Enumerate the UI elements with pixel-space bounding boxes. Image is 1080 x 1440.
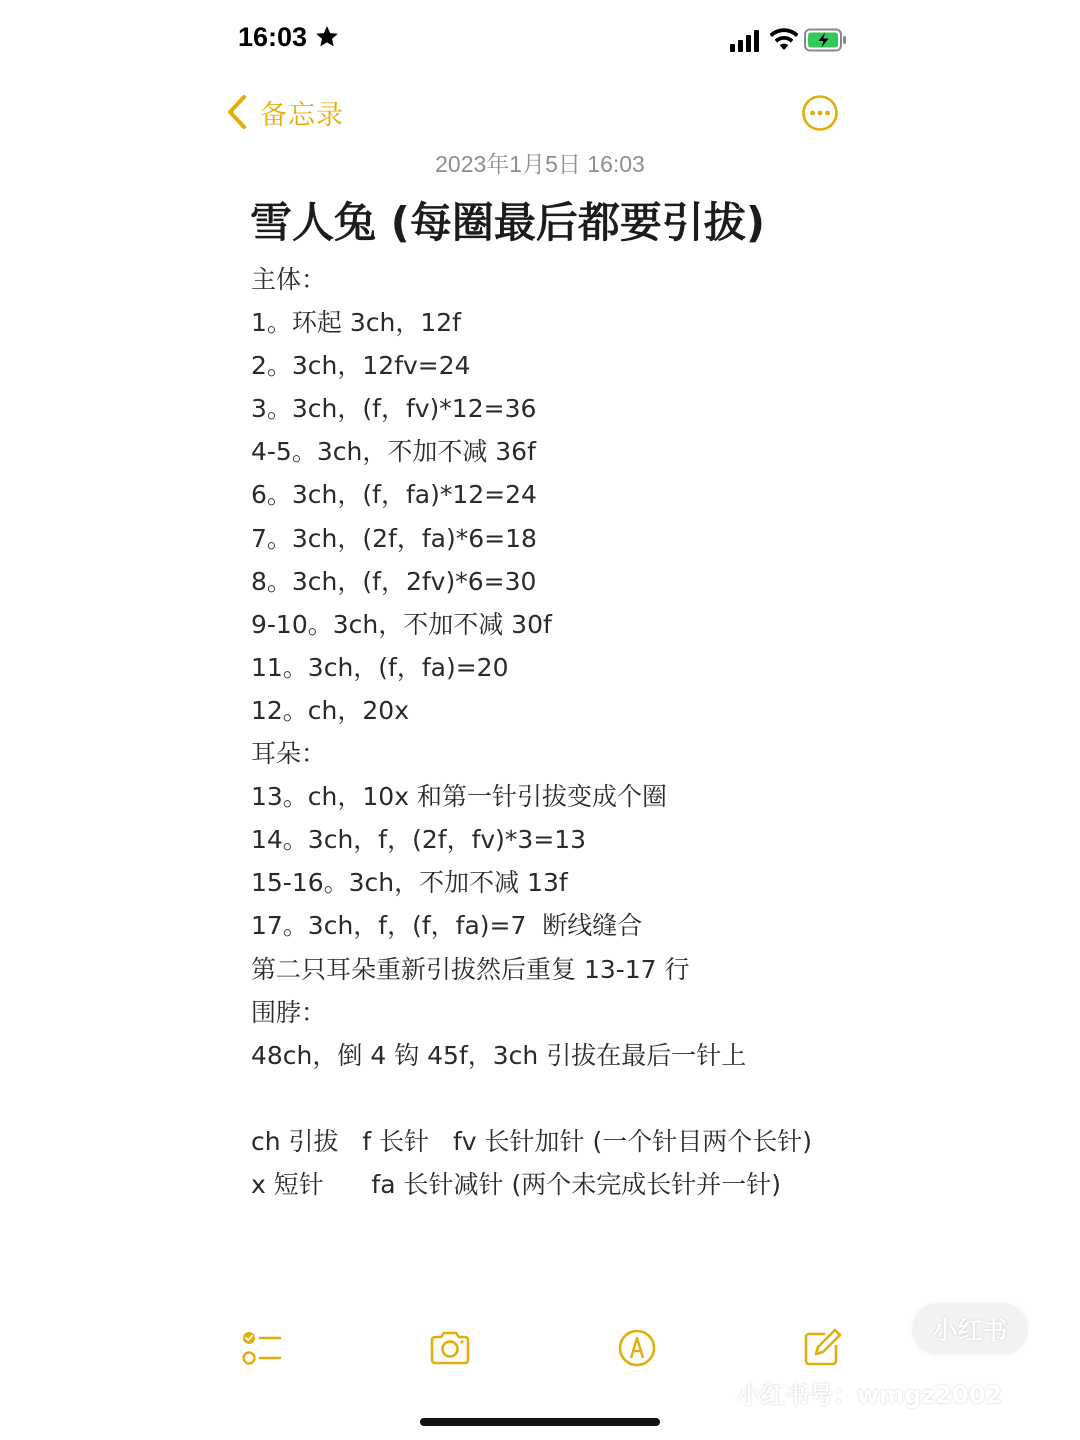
- compose-button[interactable]: [800, 1326, 844, 1370]
- note-line: 4-5。3ch，不加不减 36f: [251, 437, 536, 467]
- note-line: 15-16。3ch，不加不减 13f: [251, 868, 568, 898]
- home-indicator[interactable]: [420, 1418, 660, 1426]
- note-line: ch 引拔 f 长针 fv 长针加针 (一个针目两个长针): [251, 1126, 812, 1156]
- watermark-badge: 小红书: [912, 1303, 1028, 1355]
- note-line: 48ch，倒 4 钩 45f，3ch 引拔在最后一针上: [251, 1040, 747, 1070]
- note-line: 主体：: [251, 265, 327, 294]
- note-line: x 短针 fa 长针减针 (两个未完成长针并一针): [251, 1169, 781, 1199]
- status-bar: [238, 20, 850, 60]
- chevron-left-icon: [226, 94, 248, 130]
- note-line: 3。3ch，(f，fv)*12=36: [251, 394, 537, 424]
- note-line: 第二只耳朵重新引拔然后重复 13-17 行: [251, 954, 690, 984]
- wifi-icon: [770, 28, 798, 56]
- star-icon: [314, 24, 340, 50]
- cellular-signal-icon: [730, 30, 762, 56]
- ellipsis-circle-icon: [801, 117, 839, 136]
- status-icons: [730, 28, 850, 54]
- markup-pen-icon: [615, 1326, 659, 1370]
- note-date: 2023年1月5日 16:03: [435, 151, 645, 177]
- status-time: 16:03: [238, 22, 308, 52]
- note-line: 6。3ch，(f，fa)*12=24: [251, 480, 537, 510]
- battery-charging-icon: [804, 28, 848, 56]
- camera-icon: [428, 1326, 472, 1370]
- note-line: 12。ch，20x: [251, 695, 410, 725]
- note-line: 13。ch，10x 和第一针引拔变成个圈: [251, 782, 667, 812]
- note-line: 围脖：: [251, 997, 327, 1027]
- more-options-button[interactable]: [801, 94, 839, 132]
- back-button-label: 备忘录: [260, 99, 344, 131]
- note-line: 9-10。3ch，不加不减 30f: [251, 609, 552, 639]
- checklist-button[interactable]: [240, 1326, 284, 1370]
- note-line: [251, 1077, 871, 1120]
- note-line: 14。3ch，f，(2f，fv)*3=13: [251, 825, 587, 855]
- compose-icon: [800, 1326, 844, 1370]
- note-line: 8。3ch，(f，2fv)*6=30: [251, 566, 537, 596]
- checklist-icon: [240, 1326, 284, 1370]
- note-title[interactable]: 雪人兔 (每圈最后都要引拔): [250, 198, 766, 247]
- note-line: 17。3ch，f，(f，fa)=7 断线缝合: [251, 911, 643, 941]
- note-body[interactable]: [251, 258, 871, 1206]
- note-line: 11。3ch，(f，fa)=20: [251, 652, 509, 682]
- markup-button[interactable]: [615, 1326, 659, 1370]
- watermark-id: 小红书号：wmgz2002: [737, 1381, 1003, 1409]
- note-line: 耳朵：: [251, 739, 327, 769]
- camera-button[interactable]: [428, 1326, 472, 1370]
- note-line: 2。3ch，12fv=24: [251, 351, 471, 381]
- back-button[interactable]: [226, 92, 344, 132]
- note-line: 7。3ch，(2f，fa)*6=18: [251, 523, 537, 553]
- note-line: 1。环起 3ch，12f: [251, 308, 461, 338]
